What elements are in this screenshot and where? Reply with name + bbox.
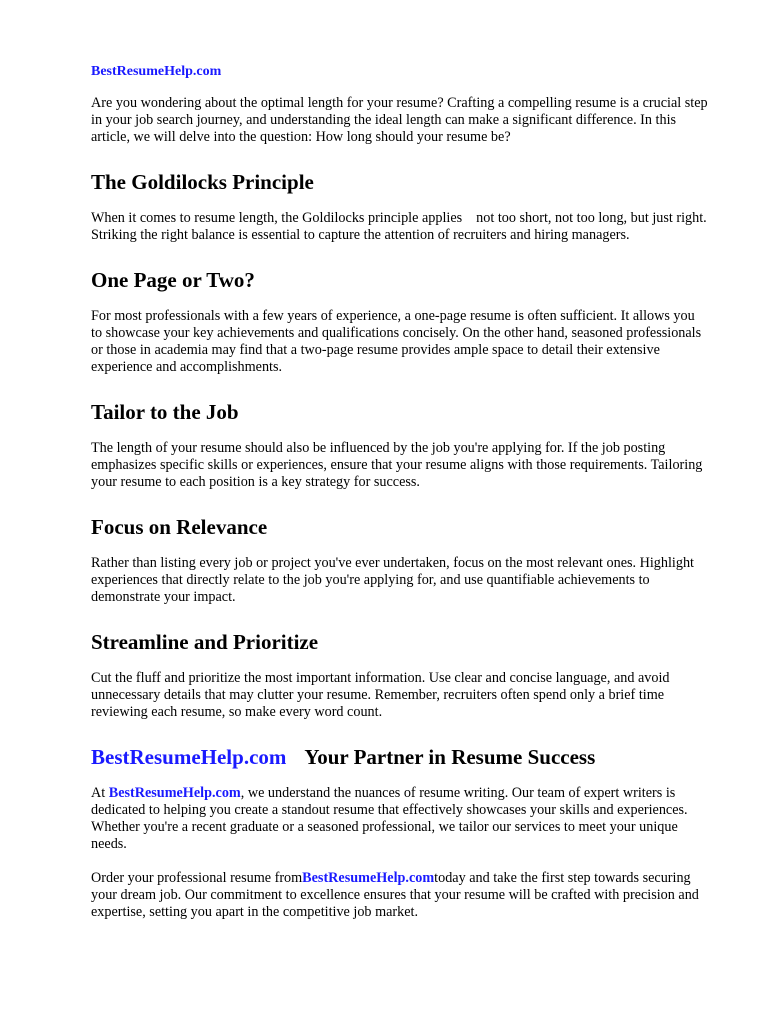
paragraph-goldilocks-part2: not too short, not too long, but just right. Striking the right balance is essential to capture the attention of recruiters and hiring managers.	[91, 210, 707, 243]
paragraph-streamline: Cut the fluff and prioritize the most important information. Use clear and concise language, and avoid unnecessary details that may clutter your resume. Remember, recruiters often spend only a brief time reviewing each resume, so make every word count.	[91, 670, 670, 720]
intro-paragraph: Are you wondering about the optimal length for your resume? Crafting a compelling resume is a crucial step in your job search journey, and understanding the ideal length can make a significant difference. In this article, we will delve into the question: How long should your resume be?	[91, 95, 708, 145]
partner-p1-rest: , we understand the nuances of resume writing. Our team of expert writers is dedicated to helping you create a standout resume that effectively showcases your skills and experiences. Whether you're a recent graduate or a seasoned professional, we tailor our services to meet your unique needs.	[91, 785, 688, 852]
heading-partner	[91, 745, 708, 769]
heading-focus-on-relevance: Focus on Relevance	[91, 515, 268, 539]
heading-partner-text: Your Partner in Resume Success	[304, 745, 596, 769]
site-link-inline-2[interactable]: BestResumeHelp.com	[302, 870, 435, 886]
heading-one-page-or-two: One Page or Two?	[91, 268, 255, 292]
paragraph-one-page-or-two: For most professionals with a few years of experience, a one-page resume is often sufficient. It allows you to showcase your key achievements and qualifications concisely. On the other hand, seasoned professionals or those in academia may find that a two-page resume provides ample space to detail their extensive experience and accomplishments.	[91, 308, 702, 375]
paragraph-goldilocks	[91, 210, 708, 244]
heading-streamline: Streamline and Prioritize	[91, 630, 319, 654]
paragraph-goldilocks-part1: When it comes to resume length, the Goldilocks principle applies	[91, 210, 463, 226]
heading-goldilocks: The Goldilocks Principle	[91, 170, 314, 194]
heading-tailor-to-job: Tailor to the Job	[91, 400, 239, 424]
partner-p2-rest: today and take the first step towards securing your dream job. Our commitment to excellence ensures that your resume will be crafted with precision and expertise, setting you apart in the competitive job market.	[91, 870, 699, 920]
partner-p2-prefix: Order your professional resume from	[91, 870, 303, 886]
site-link-header[interactable]: BestResumeHelp.com	[91, 64, 222, 79]
partner-p1-prefix: At	[91, 785, 106, 801]
paragraph-focus-on-relevance: Rather than listing every job or project you've ever undertaken, focus on the most relevant ones. Highlight experiences that directly relate to the job you're applying for, and use quantifiable achievements to demonstrate your impact.	[91, 555, 694, 605]
site-link-heading[interactable]: BestResumeHelp.com	[91, 745, 287, 769]
paragraph-partner-order	[91, 870, 708, 921]
paragraph-tailor-to-job: The length of your resume should also be influenced by the job you're applying for. If the job posting emphasizes specific skills or experiences, ensure that your resume aligns with those requirements. Tailoring your resume to each position is a key strategy for success.	[91, 440, 703, 490]
paragraph-partner-intro	[91, 785, 708, 853]
site-link-inline-1[interactable]: BestResumeHelp.com	[108, 785, 241, 801]
